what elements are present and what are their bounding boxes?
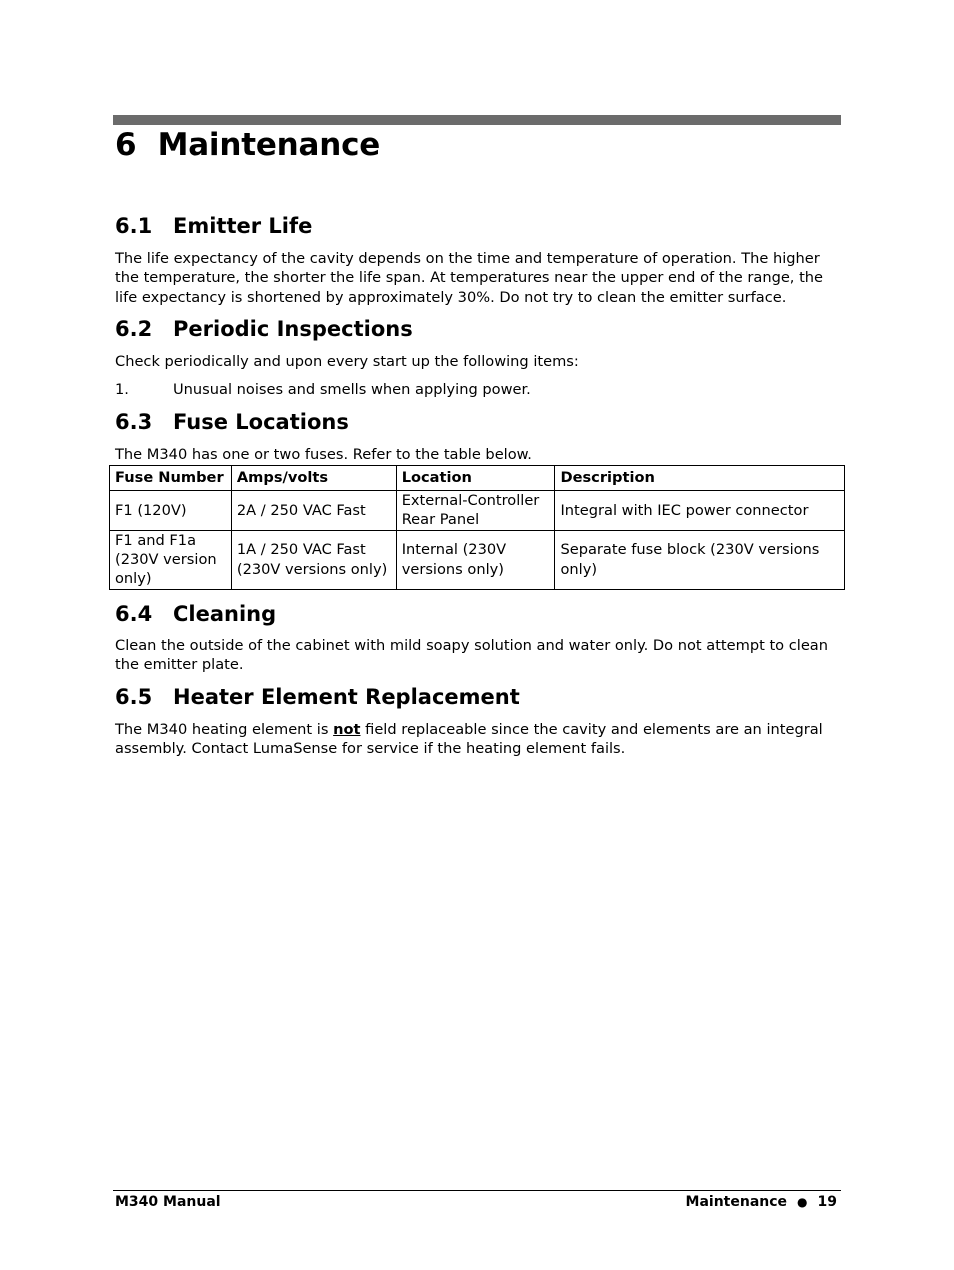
table-cell: F1 and F1a (230V version only)	[110, 530, 232, 589]
table-cell: F1 (120V)	[110, 491, 232, 531]
section-heading-emitter-life: 6.1 Emitter Life	[115, 214, 313, 238]
table-header-row	[110, 466, 845, 491]
emitter-life-paragraph: The life expectancy of the cavity depends on the time and temperature of operation. The higher the temperature, the shorter the life span. At temperatures near the upper end of the range, the life expectancy is shortened by approximately 30%. Do not try to clean the emitter surface.	[115, 250, 824, 306]
chapter-title: 6 Maintenance	[115, 127, 381, 163]
list-item: 1. Unusual noises and smells when applying power.	[115, 381, 531, 398]
heater-element-paragraph: The M340 heating element is not field replaceable since the cavity and elements are an integral assembly. Contact LumaSense for service if the heating element fails.	[115, 721, 823, 758]
footer-rule	[113, 1190, 841, 1191]
section-heading-fuse-locations: 6.3 Fuse Locations	[115, 410, 349, 434]
table-cell: External-Controller Rear Panel	[396, 491, 555, 531]
section-heading-heater-element-replacement: 6.5 Heater Element Replacement	[115, 685, 520, 709]
emphasis-not: not	[333, 721, 361, 738]
periodic-inspections-paragraph: Check periodically and upon every start up the following items:	[115, 353, 579, 370]
table-row	[110, 530, 845, 589]
page-number: 19	[817, 1194, 837, 1210]
footer-manual-title: M340 Manual	[115, 1194, 221, 1210]
table-header-cell: Amps/volts	[231, 466, 396, 491]
fuse-locations-paragraph: The M340 has one or two fuses. Refer to the table below.	[115, 446, 532, 463]
table-header-cell: Location	[396, 466, 555, 491]
table-header-cell: Fuse Number	[110, 466, 232, 491]
table-cell: 1A / 250 VAC Fast (230V versions only)	[231, 530, 396, 589]
cleaning-paragraph: Clean the outside of the cabinet with mild soapy solution and water only. Do not attempt to clean the emitter plate.	[115, 637, 828, 674]
table-cell: Integral with IEC power connector	[555, 491, 845, 531]
section-heading-periodic-inspections: 6.2 Periodic Inspections	[115, 317, 413, 341]
table-cell: Internal (230V versions only)	[396, 530, 555, 589]
section-heading-cleaning: 6.4 Cleaning	[115, 602, 277, 626]
table-cell: 2A / 250 VAC Fast	[231, 491, 396, 531]
fuse-table	[109, 465, 845, 590]
bullet-icon: ●	[797, 1195, 808, 1209]
table-cell: Separate fuse block (230V versions only)	[555, 530, 845, 589]
table-row	[110, 491, 845, 531]
table-header-cell: Description	[555, 466, 845, 491]
footer-page-info: Maintenance ● 19	[685, 1194, 837, 1210]
